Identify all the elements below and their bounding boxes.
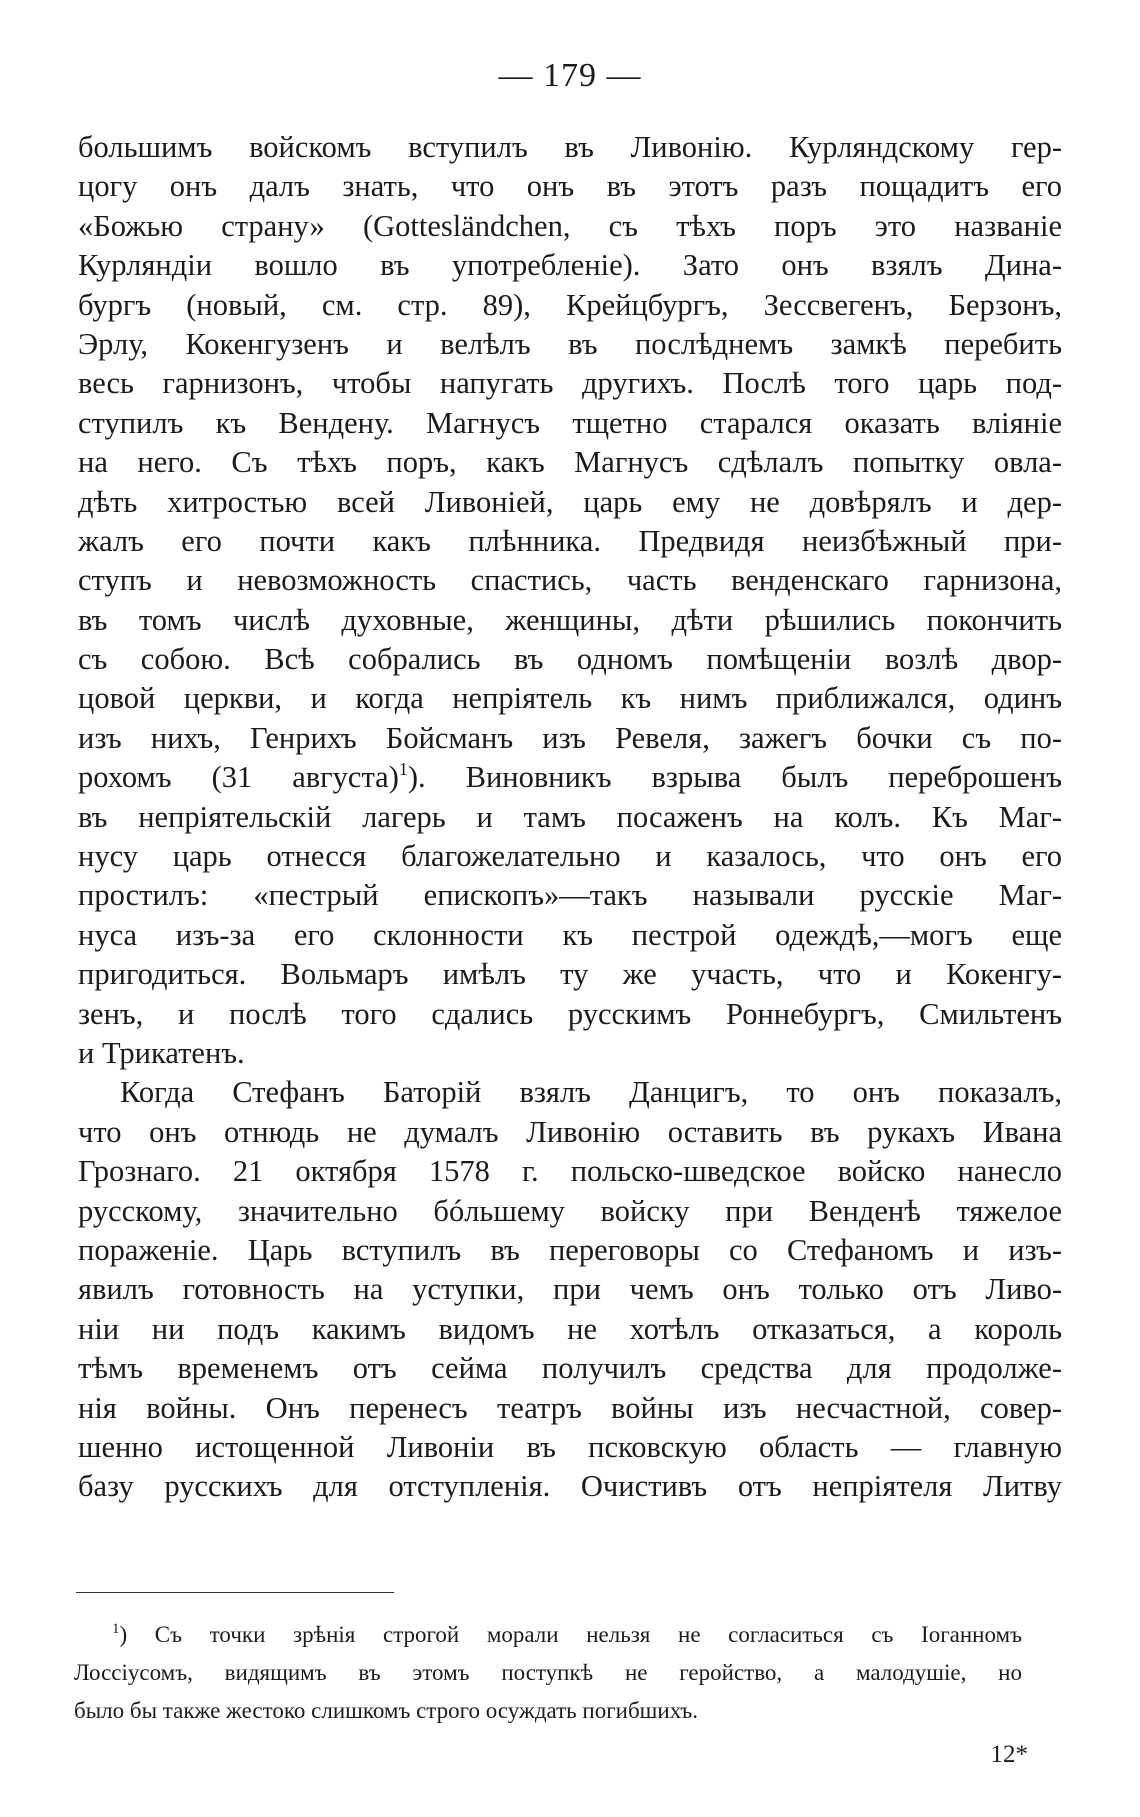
footnote-line — [112, 1616, 1022, 1654]
text-line: дѣть хитростью всей Ливоніей, царь ему не довѣрялъ и дер- — [78, 484, 1062, 519]
text-line: изъ нихъ, Генрихъ Бойсманъ изъ Ревеля, зажегъ бочки съ по- — [78, 720, 1062, 755]
text-line: нусу царь отнесся благожелательно и казалось, что онъ его — [78, 839, 1062, 874]
text-line: Эрлу, Кокенгузенъ и велѣлъ въ послѣднемъ замкѣ перебить — [78, 326, 1062, 361]
text-line: ступилъ къ Вендену. Магнусъ тщетно старался оказать вліяніе — [78, 405, 1062, 440]
text-fragment: рохомъ (31 августа) — [78, 760, 399, 795]
text-line: Грознаго. 21 октября 1578 г. польско-шведское войско нанесло — [78, 1154, 1062, 1189]
text-line: русскому, значительно бóльшему войску при Венденѣ тяжелое — [78, 1193, 1062, 1228]
text-line: въ непріятельскій лагерь и тамъ посаженъ на колъ. Къ Маг- — [78, 799, 1062, 834]
text-line: простилъ: «пестрый епископъ»—такъ называли русскіе Маг- — [78, 878, 1062, 913]
text-fragment: ). Виновникъ взрыва былъ переброшенъ — [407, 760, 1063, 795]
text-line: тѣмъ временемъ отъ сейма получилъ средства для продолже- — [78, 1351, 1062, 1386]
footnote-reference: 1 — [398, 759, 408, 780]
text-line: что онъ отнюдь не думалъ Ливонію оставить въ рукахъ Ивана — [78, 1114, 1062, 1149]
text-line: ніи ни подъ какимъ видомъ не хотѣлъ отказаться, а король — [78, 1311, 1062, 1346]
text-line: базу русскихъ для отступленія. Очистивъ отъ непріятеля Литву — [78, 1469, 1062, 1504]
text-line: зенъ, и послѣ того сдались русскимъ Роннебургъ, Смильтенъ — [78, 996, 1062, 1031]
page-number: — 179 — — [498, 57, 642, 94]
text-line-with-footnote-ref — [78, 758, 1062, 797]
text-line: цовой церкви, и когда непріятель къ нимъ приближался, одинъ — [78, 681, 1062, 716]
text-line: шенно истощенной Ливоніи въ псковскую область — главную — [78, 1429, 1062, 1464]
footnote-marker: 1 — [112, 1621, 120, 1637]
text-line: на него. Съ тѣхъ поръ, какъ Магнусъ сдѣлалъ попытку овла- — [78, 445, 1062, 480]
text-line: цогу онъ далъ знать, что онъ въ этотъ разъ пощадитъ его — [78, 169, 1062, 204]
footnote-divider — [76, 1592, 394, 1593]
paragraph-start-line: Когда Стефанъ Баторій взялъ Данцигъ, то онъ показалъ, — [120, 1075, 1062, 1110]
text-line: явилъ готовность на уступки, при чемъ онъ только отъ Ливо- — [78, 1272, 1062, 1307]
main-text — [78, 128, 1062, 1507]
text-line: Курляндіи вошло въ употребленіе). Зато онъ взялъ Дина- — [78, 248, 1062, 283]
text-line: большимъ войскомъ вступилъ въ Ливонію. Курляндскому гер- — [78, 130, 1062, 164]
signature-mark: 12* — [990, 1741, 1028, 1768]
text-line: весь гарнизонъ, чтобы напугать другихъ. Послѣ того царь под- — [78, 366, 1062, 401]
text-line: бургъ (новый, см. стр. 89), Крейцбургъ, Зессвегенъ, Берзонъ, — [78, 287, 1062, 322]
text-line: жалъ его почти какъ плѣнника. Предвидя неизбѣжный при- — [78, 523, 1062, 558]
text-line: нуса изъ-за его склонности къ пестрой одеждѣ,—могъ еще — [78, 917, 1062, 952]
paragraph-end-line: и Трикатенъ. — [78, 1035, 245, 1070]
text-line: нія войны. Онъ перенесъ театръ войны изъ несчастной, совер- — [78, 1390, 1062, 1425]
text-line: пригодиться. Вольмаръ имѣлъ ту же участь, что и Кокенгу- — [78, 957, 1062, 992]
text-line: съ собою. Всѣ собрались въ одномъ помѣщеніи возлѣ двор- — [78, 642, 1062, 677]
footnote-line: Лоссіусомъ, видящимъ въ этомъ поступкѣ не геройство, а малодушіе, но — [74, 1660, 1022, 1685]
footnote-text: ) Съ точки зрѣнія строгой морали нельзя не согласиться съ Іоганномъ — [119, 1622, 1022, 1647]
text-line: пораженіе. Царь вступилъ въ переговоры со Стефаномъ и изъ- — [78, 1232, 1062, 1267]
text-line: «Божью страну» (Gottesländchen, съ тѣхъ поръ это названіе — [78, 208, 1062, 243]
footnote-line: было бы также жестоко слишкомъ строго осуждать погибшихъ. — [74, 1698, 698, 1723]
text-line: ступъ и невозможность спастись, часть венденскаго гарнизона, — [78, 563, 1062, 598]
text-line: въ томъ числѣ духовные, женщины, дѣти рѣшились покончить — [78, 602, 1062, 637]
footnote — [74, 1616, 1022, 1730]
